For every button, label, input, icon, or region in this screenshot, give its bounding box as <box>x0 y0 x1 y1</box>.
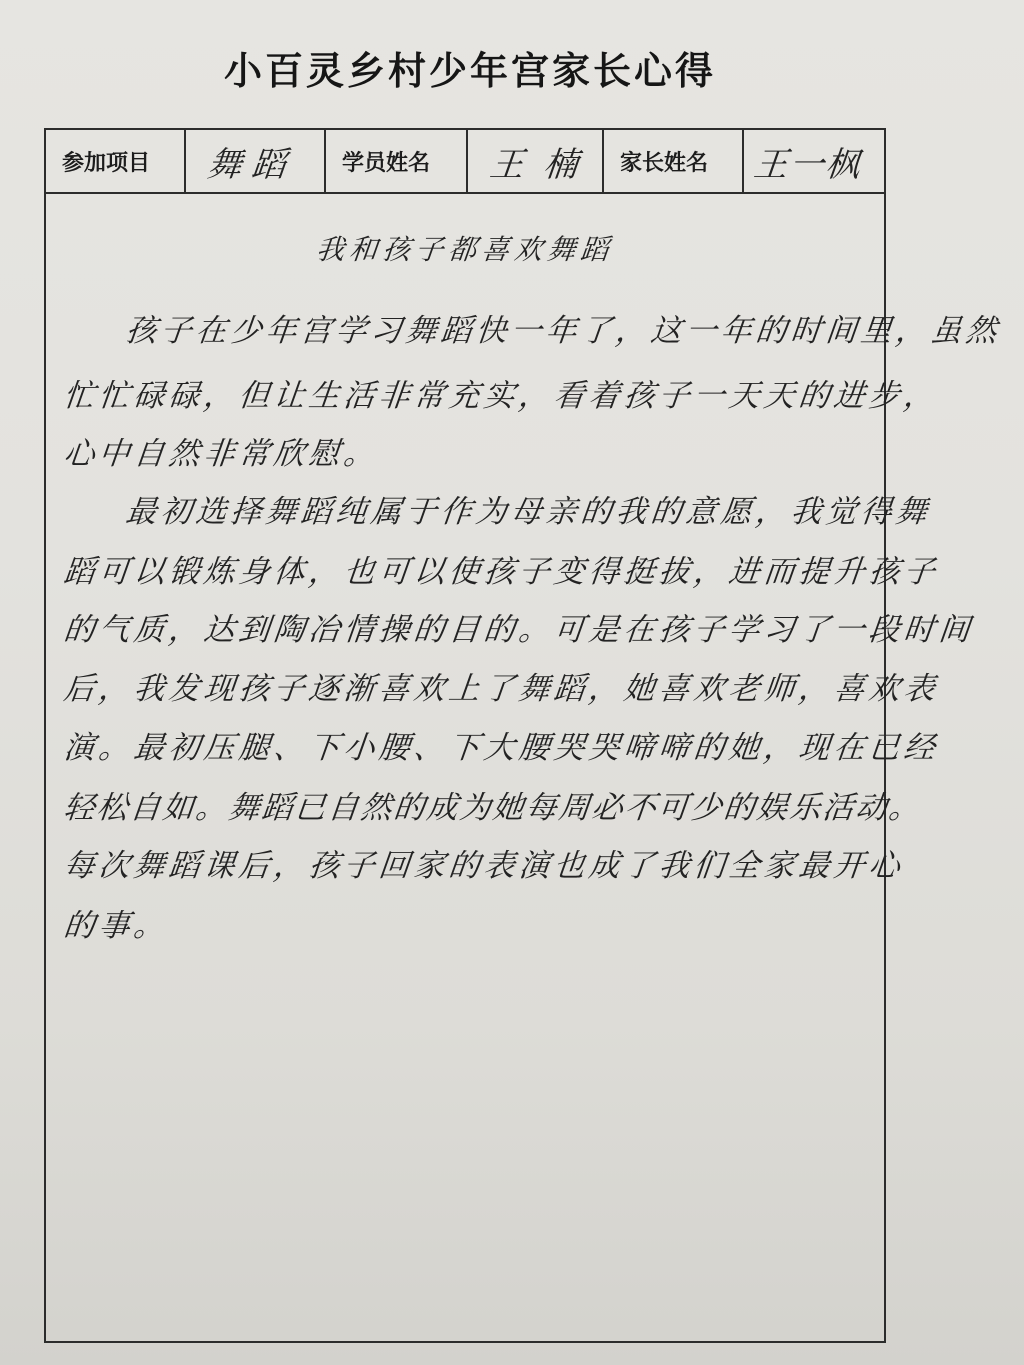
project-label-cell <box>46 130 186 192</box>
essay-line: 最初选择舞蹈纯属于作为母亲的我的意愿，我觉得舞 <box>123 494 933 530</box>
essay-title: 我和孩子都喜欢舞蹈 <box>314 233 616 266</box>
project-label: 参加项目 <box>62 150 151 176</box>
form-header-row <box>46 130 884 194</box>
essay-line: 的事。 <box>61 908 171 944</box>
essay-line: 每次舞蹈课后，孩子回家的表演也成了我们全家最开心 <box>61 848 906 884</box>
essay-line: 蹈可以锻炼身体，也可以使孩子变得挺拔，进而提升孩子 <box>61 554 941 590</box>
parent-label-cell <box>604 130 744 192</box>
student-value-cell <box>468 130 604 192</box>
document-title: 小百灵乡村少年宫家长心得 <box>223 49 716 93</box>
essay-line: 的气质，达到陶冶情操的目的。可是在孩子学习了一段时间 <box>61 612 976 648</box>
essay-line: 忙忙碌碌，但让生活非常充实，看着孩子一天天的进步， <box>61 378 941 414</box>
feedback-form <box>44 128 1003 1343</box>
essay-line: 轻松自如。舞蹈已自然的成为她每周必不可少的娱乐活动。 <box>61 790 924 826</box>
essay-line: 孩子在少年宫学习舞蹈快一年了，这一年的时间里，虽然 <box>123 313 1003 349</box>
parent-value-cell <box>744 130 884 192</box>
parent-name-label: 家长姓名 <box>620 150 709 176</box>
project-value-cell <box>186 130 326 192</box>
parent-name-value: 王一枫 <box>751 144 864 185</box>
project-value: 舞蹈 <box>205 144 298 185</box>
student-name-label: 学员姓名 <box>342 150 431 176</box>
student-name-value: 王楠 <box>487 144 600 185</box>
student-label-cell <box>326 130 468 192</box>
essay-line: 演。最初压腿、下小腰、下大腰哭哭啼啼的她，现在已经 <box>61 730 941 766</box>
essay-line: 后，我发现孩子逐渐喜欢上了舞蹈，她喜欢老师，喜欢表 <box>61 671 941 707</box>
essay-line: 心中自然非常欣慰。 <box>61 436 381 472</box>
